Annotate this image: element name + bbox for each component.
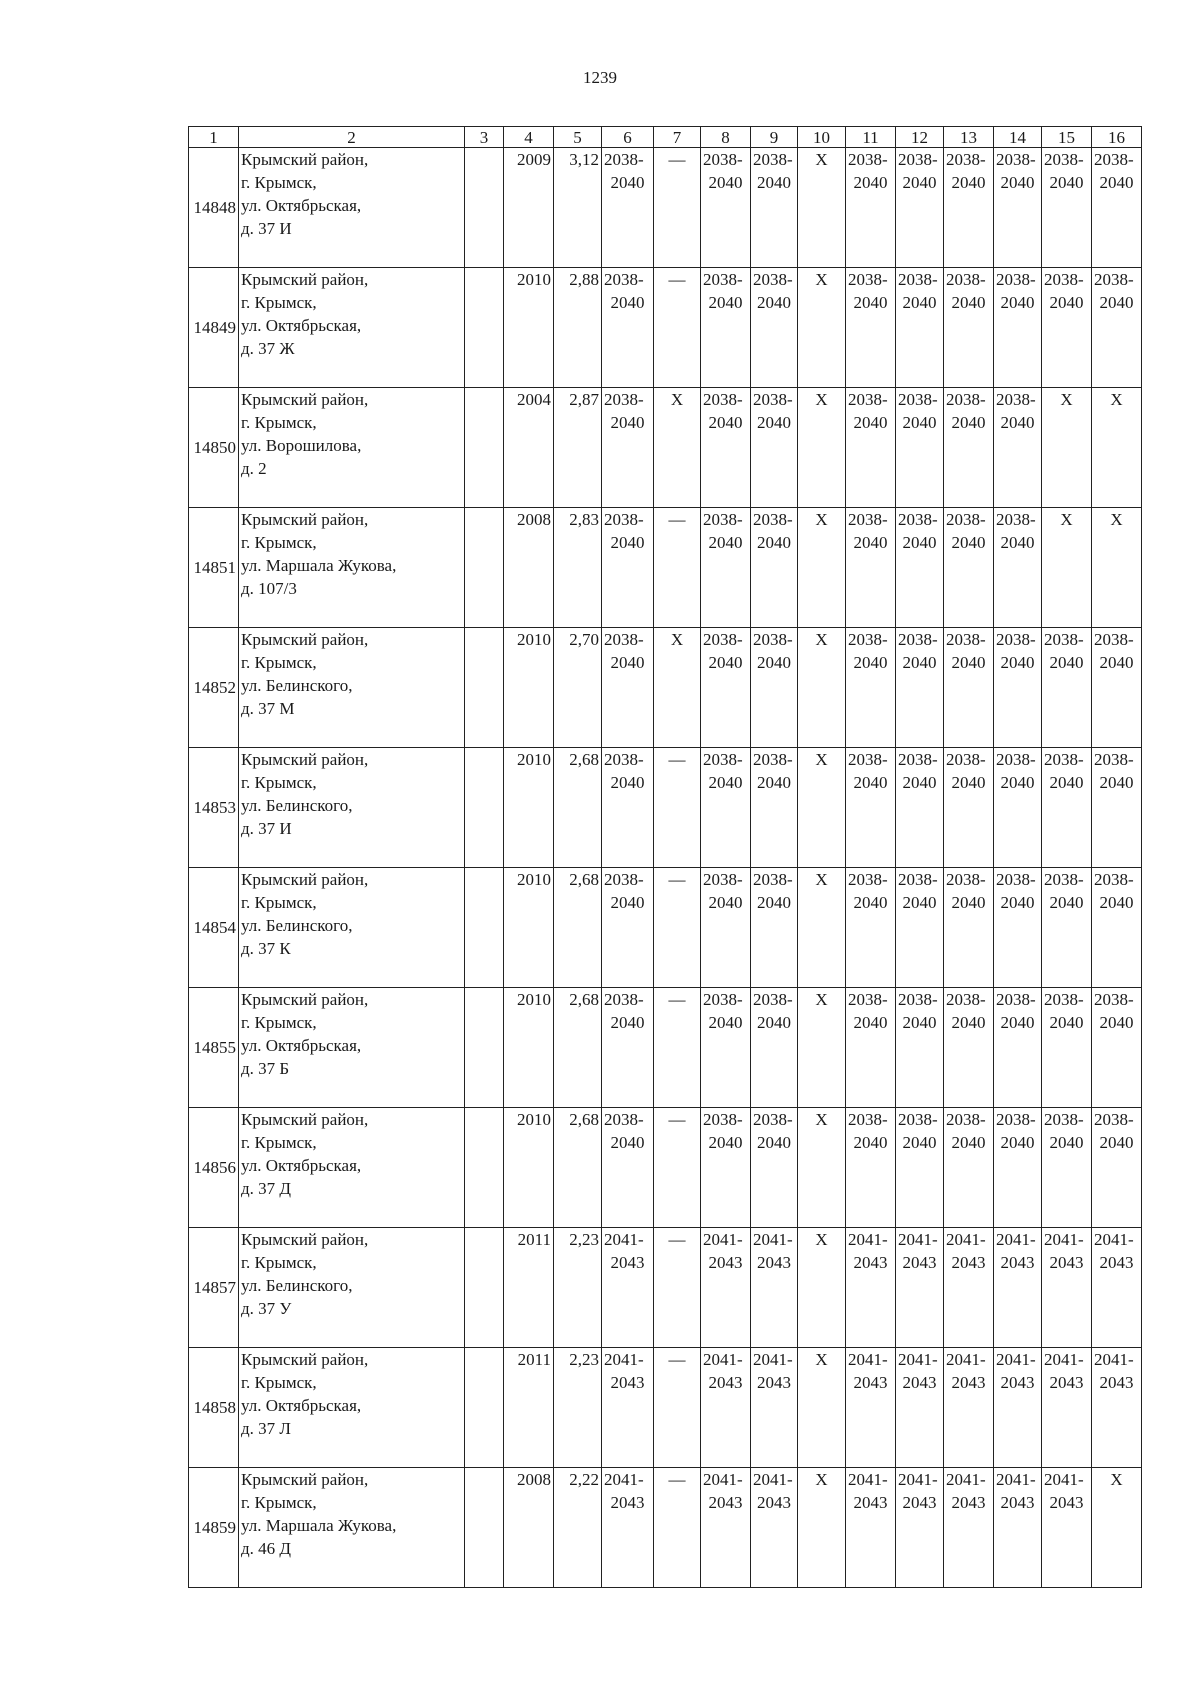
cell-col-14: 2038- 2040 bbox=[994, 868, 1042, 988]
cell-col-15: 2038- 2040 bbox=[1042, 868, 1092, 988]
cell-col-3 bbox=[465, 508, 504, 628]
value-cell: 2,68 bbox=[554, 748, 602, 868]
cell-col-13: 2041- 2043 bbox=[944, 1348, 994, 1468]
cell-col-12: 2038- 2040 bbox=[896, 148, 944, 268]
address-cell bbox=[239, 508, 465, 628]
address-line: г. Крымск, bbox=[241, 1133, 317, 1152]
cell-col-16: 2038- 2040 bbox=[1092, 988, 1142, 1108]
address-line: Крымский район, bbox=[241, 510, 369, 529]
address-line: Крымский район, bbox=[241, 390, 369, 409]
cell-col-16: Х bbox=[1092, 1468, 1142, 1588]
cell-col-13: 2041- 2043 bbox=[944, 1228, 994, 1348]
address-cell bbox=[239, 868, 465, 988]
cell-col-16: Х bbox=[1092, 508, 1142, 628]
cell-col-3 bbox=[465, 268, 504, 388]
cell-col-9: 2038- 2040 bbox=[751, 268, 798, 388]
cell-col-15: 2038- 2040 bbox=[1042, 988, 1092, 1108]
address-line: д. 37 Ж bbox=[241, 339, 295, 358]
address-line: д. 37 И bbox=[241, 819, 292, 838]
cell-col-10: Х bbox=[798, 508, 846, 628]
column-header-9: 9 bbox=[751, 127, 798, 148]
table-row bbox=[189, 628, 1142, 748]
address-line: г. Крымск, bbox=[241, 413, 317, 432]
cell-col-6: 2041- 2043 bbox=[602, 1468, 654, 1588]
cell-col-9: 2041- 2043 bbox=[751, 1468, 798, 1588]
cell-col-15: Х bbox=[1042, 508, 1092, 628]
cell-col-7: Х bbox=[654, 388, 701, 508]
cell-col-10: Х bbox=[798, 628, 846, 748]
cell-col-12: 2041- 2043 bbox=[896, 1348, 944, 1468]
value-cell: 2,83 bbox=[554, 508, 602, 628]
row-number: 14856 bbox=[189, 1108, 239, 1228]
value-cell: 2,88 bbox=[554, 268, 602, 388]
address-line: ул. Ворошилова, bbox=[241, 436, 362, 455]
cell-col-7: — bbox=[654, 1108, 701, 1228]
cell-col-15: 2038- 2040 bbox=[1042, 1108, 1092, 1228]
header-row bbox=[189, 127, 1142, 148]
column-header-2: 2 bbox=[239, 127, 465, 148]
column-header-16: 16 bbox=[1092, 127, 1142, 148]
cell-col-7: — bbox=[654, 268, 701, 388]
table-row bbox=[189, 1228, 1142, 1348]
cell-col-13: 2038- 2040 bbox=[944, 508, 994, 628]
cell-col-13: 2041- 2043 bbox=[944, 1468, 994, 1588]
table-row bbox=[189, 1348, 1142, 1468]
address-line: г. Крымск, bbox=[241, 893, 317, 912]
cell-col-9: 2041- 2043 bbox=[751, 1228, 798, 1348]
year-cell: 2010 bbox=[504, 268, 554, 388]
cell-col-15: 2038- 2040 bbox=[1042, 628, 1092, 748]
cell-col-3 bbox=[465, 988, 504, 1108]
value-cell: 2,23 bbox=[554, 1228, 602, 1348]
cell-col-10: Х bbox=[798, 868, 846, 988]
address-cell bbox=[239, 148, 465, 268]
address-line: д. 37 И bbox=[241, 219, 292, 238]
cell-col-3 bbox=[465, 1108, 504, 1228]
cell-col-7: — bbox=[654, 1468, 701, 1588]
address-line: д. 37 Б bbox=[241, 1059, 290, 1078]
cell-col-8: 2038- 2040 bbox=[701, 988, 751, 1108]
cell-col-11: 2038- 2040 bbox=[846, 268, 896, 388]
value-cell: 2,68 bbox=[554, 868, 602, 988]
row-number: 14857 bbox=[189, 1228, 239, 1348]
row-number: 14852 bbox=[189, 628, 239, 748]
cell-col-6: 2041- 2043 bbox=[602, 1228, 654, 1348]
cell-col-12: 2038- 2040 bbox=[896, 628, 944, 748]
cell-col-11: 2038- 2040 bbox=[846, 388, 896, 508]
cell-col-9: 2038- 2040 bbox=[751, 868, 798, 988]
cell-col-11: 2038- 2040 bbox=[846, 148, 896, 268]
column-header-12: 12 bbox=[896, 127, 944, 148]
cell-col-15: Х bbox=[1042, 388, 1092, 508]
address-line: Крымский район, bbox=[241, 870, 369, 889]
year-cell: 2011 bbox=[504, 1228, 554, 1348]
row-number: 14855 bbox=[189, 988, 239, 1108]
column-header-1: 1 bbox=[189, 127, 239, 148]
cell-col-8: 2038- 2040 bbox=[701, 868, 751, 988]
cell-col-15: 2041- 2043 bbox=[1042, 1228, 1092, 1348]
cell-col-13: 2038- 2040 bbox=[944, 628, 994, 748]
cell-col-6: 2041- 2043 bbox=[602, 1348, 654, 1468]
table-row bbox=[189, 868, 1142, 988]
cell-col-7: — bbox=[654, 1228, 701, 1348]
cell-col-9: 2038- 2040 bbox=[751, 148, 798, 268]
year-cell: 2008 bbox=[504, 508, 554, 628]
value-cell: 2,23 bbox=[554, 1348, 602, 1468]
cell-col-15: 2038- 2040 bbox=[1042, 748, 1092, 868]
cell-col-9: 2038- 2040 bbox=[751, 508, 798, 628]
address-line: г. Крымск, bbox=[241, 1373, 317, 1392]
cell-col-12: 2041- 2043 bbox=[896, 1468, 944, 1588]
value-cell: 2,70 bbox=[554, 628, 602, 748]
cell-col-14: 2041- 2043 bbox=[994, 1468, 1042, 1588]
cell-col-6: 2038- 2040 bbox=[602, 148, 654, 268]
row-number: 14859 bbox=[189, 1468, 239, 1588]
row-number: 14858 bbox=[189, 1348, 239, 1468]
table-row bbox=[189, 268, 1142, 388]
cell-col-8: 2041- 2043 bbox=[701, 1468, 751, 1588]
cell-col-3 bbox=[465, 1468, 504, 1588]
cell-col-14: 2038- 2040 bbox=[994, 628, 1042, 748]
year-cell: 2010 bbox=[504, 1108, 554, 1228]
cell-col-7: — bbox=[654, 868, 701, 988]
cell-col-12: 2038- 2040 bbox=[896, 508, 944, 628]
cell-col-10: Х bbox=[798, 1108, 846, 1228]
address-line: д. 37 У bbox=[241, 1299, 292, 1318]
cell-col-15: 2041- 2043 bbox=[1042, 1348, 1092, 1468]
address-line: д. 37 М bbox=[241, 699, 295, 718]
cell-col-9: 2038- 2040 bbox=[751, 988, 798, 1108]
address-cell bbox=[239, 1348, 465, 1468]
address-line: г. Крымск, bbox=[241, 653, 317, 672]
address-line: ул. Маршала Жукова, bbox=[241, 556, 397, 575]
address-line: Крымский район, bbox=[241, 1350, 369, 1369]
cell-col-6: 2038- 2040 bbox=[602, 868, 654, 988]
year-cell: 2010 bbox=[504, 988, 554, 1108]
cell-col-14: 2038- 2040 bbox=[994, 988, 1042, 1108]
cell-col-7: — bbox=[654, 1348, 701, 1468]
cell-col-14: 2038- 2040 bbox=[994, 148, 1042, 268]
cell-col-9: 2038- 2040 bbox=[751, 388, 798, 508]
cell-col-9: 2038- 2040 bbox=[751, 628, 798, 748]
cell-col-12: 2038- 2040 bbox=[896, 868, 944, 988]
cell-col-14: 2038- 2040 bbox=[994, 1108, 1042, 1228]
cell-col-13: 2038- 2040 bbox=[944, 748, 994, 868]
column-header-5: 5 bbox=[554, 127, 602, 148]
cell-col-8: 2041- 2043 bbox=[701, 1228, 751, 1348]
cell-col-6: 2038- 2040 bbox=[602, 988, 654, 1108]
cell-col-16: 2041- 2043 bbox=[1092, 1348, 1142, 1468]
cell-col-14: 2038- 2040 bbox=[994, 388, 1042, 508]
address-line: г. Крымск, bbox=[241, 533, 317, 552]
cell-col-8: 2038- 2040 bbox=[701, 628, 751, 748]
cell-col-3 bbox=[465, 148, 504, 268]
address-cell bbox=[239, 268, 465, 388]
cell-col-8: 2038- 2040 bbox=[701, 748, 751, 868]
value-cell: 2,68 bbox=[554, 988, 602, 1108]
cell-col-8: 2038- 2040 bbox=[701, 268, 751, 388]
cell-col-13: 2038- 2040 bbox=[944, 388, 994, 508]
row-number: 14853 bbox=[189, 748, 239, 868]
value-cell: 2,22 bbox=[554, 1468, 602, 1588]
cell-col-16: 2038- 2040 bbox=[1092, 748, 1142, 868]
address-line: д. 46 Д bbox=[241, 1539, 291, 1558]
cell-col-16: 2038- 2040 bbox=[1092, 1108, 1142, 1228]
cell-col-10: Х bbox=[798, 1228, 846, 1348]
cell-col-14: 2038- 2040 bbox=[994, 268, 1042, 388]
cell-col-10: Х bbox=[798, 148, 846, 268]
cell-col-13: 2038- 2040 bbox=[944, 868, 994, 988]
address-cell bbox=[239, 1228, 465, 1348]
table-row bbox=[189, 148, 1142, 268]
cell-col-13: 2038- 2040 bbox=[944, 268, 994, 388]
address-line: д. 37 Л bbox=[241, 1419, 291, 1438]
column-header-13: 13 bbox=[944, 127, 994, 148]
cell-col-10: Х bbox=[798, 988, 846, 1108]
address-line: д. 37 К bbox=[241, 939, 291, 958]
cell-col-12: 2038- 2040 bbox=[896, 1108, 944, 1228]
address-line: ул. Белинского, bbox=[241, 676, 353, 695]
cell-col-6: 2038- 2040 bbox=[602, 748, 654, 868]
cell-col-3 bbox=[465, 628, 504, 748]
cell-col-16: 2038- 2040 bbox=[1092, 148, 1142, 268]
cell-col-11: 2038- 2040 bbox=[846, 868, 896, 988]
cell-col-9: 2038- 2040 bbox=[751, 1108, 798, 1228]
cell-col-11: 2038- 2040 bbox=[846, 508, 896, 628]
cell-col-10: Х bbox=[798, 1468, 846, 1588]
address-line: г. Крымск, bbox=[241, 1493, 317, 1512]
address-line: д. 2 bbox=[241, 459, 267, 478]
table-row bbox=[189, 988, 1142, 1108]
table-row bbox=[189, 388, 1142, 508]
cell-col-7: — bbox=[654, 748, 701, 868]
year-cell: 2009 bbox=[504, 148, 554, 268]
column-header-10: 10 bbox=[798, 127, 846, 148]
cell-col-6: 2038- 2040 bbox=[602, 628, 654, 748]
cell-col-12: 2038- 2040 bbox=[896, 388, 944, 508]
value-cell: 2,87 bbox=[554, 388, 602, 508]
year-cell: 2004 bbox=[504, 388, 554, 508]
year-cell: 2010 bbox=[504, 628, 554, 748]
table-row bbox=[189, 1468, 1142, 1588]
register-table bbox=[188, 126, 1142, 1588]
cell-col-10: Х bbox=[798, 388, 846, 508]
address-cell bbox=[239, 1108, 465, 1228]
cell-col-11: 2041- 2043 bbox=[846, 1228, 896, 1348]
column-header-14: 14 bbox=[994, 127, 1042, 148]
address-cell bbox=[239, 988, 465, 1108]
cell-col-10: Х bbox=[798, 1348, 846, 1468]
cell-col-11: 2038- 2040 bbox=[846, 1108, 896, 1228]
address-line: Крымский район, bbox=[241, 150, 369, 169]
cell-col-14: 2041- 2043 bbox=[994, 1348, 1042, 1468]
cell-col-6: 2038- 2040 bbox=[602, 388, 654, 508]
address-line: ул. Октябрьская, bbox=[241, 1396, 362, 1415]
cell-col-14: 2038- 2040 bbox=[994, 508, 1042, 628]
address-line: ул. Белинского, bbox=[241, 1276, 353, 1295]
cell-col-7: — bbox=[654, 148, 701, 268]
column-header-8: 8 bbox=[701, 127, 751, 148]
column-header-4: 4 bbox=[504, 127, 554, 148]
cell-col-7: Х bbox=[654, 628, 701, 748]
address-line: Крымский район, bbox=[241, 1110, 369, 1129]
cell-col-16: 2038- 2040 bbox=[1092, 868, 1142, 988]
table-body bbox=[189, 127, 1142, 1588]
cell-col-13: 2038- 2040 bbox=[944, 1108, 994, 1228]
address-cell bbox=[239, 388, 465, 508]
cell-col-6: 2038- 2040 bbox=[602, 1108, 654, 1228]
address-line: д. 107/3 bbox=[241, 579, 297, 598]
cell-col-11: 2038- 2040 bbox=[846, 628, 896, 748]
column-header-6: 6 bbox=[602, 127, 654, 148]
address-line: г. Крымск, bbox=[241, 173, 317, 192]
cell-col-10: Х bbox=[798, 268, 846, 388]
cell-col-10: Х bbox=[798, 748, 846, 868]
address-line: Крымский район, bbox=[241, 270, 369, 289]
year-cell: 2008 bbox=[504, 1468, 554, 1588]
cell-col-11: 2038- 2040 bbox=[846, 748, 896, 868]
cell-col-7: — bbox=[654, 988, 701, 1108]
address-line: ул. Октябрьская, bbox=[241, 1156, 362, 1175]
address-line: Крымский район, bbox=[241, 630, 369, 649]
cell-col-16: 2038- 2040 bbox=[1092, 628, 1142, 748]
cell-col-12: 2038- 2040 bbox=[896, 988, 944, 1108]
row-number: 14854 bbox=[189, 868, 239, 988]
column-header-15: 15 bbox=[1042, 127, 1092, 148]
cell-col-13: 2038- 2040 bbox=[944, 988, 994, 1108]
year-cell: 2011 bbox=[504, 1348, 554, 1468]
table-row bbox=[189, 1108, 1142, 1228]
cell-col-8: 2038- 2040 bbox=[701, 1108, 751, 1228]
cell-col-16: 2038- 2040 bbox=[1092, 268, 1142, 388]
cell-col-15: 2041- 2043 bbox=[1042, 1468, 1092, 1588]
address-line: Крымский район, bbox=[241, 990, 369, 1009]
cell-col-11: 2041- 2043 bbox=[846, 1348, 896, 1468]
cell-col-12: 2038- 2040 bbox=[896, 268, 944, 388]
address-cell bbox=[239, 628, 465, 748]
cell-col-13: 2038- 2040 bbox=[944, 148, 994, 268]
row-number: 14850 bbox=[189, 388, 239, 508]
cell-col-11: 2038- 2040 bbox=[846, 988, 896, 1108]
cell-col-8: 2038- 2040 bbox=[701, 148, 751, 268]
cell-col-16: Х bbox=[1092, 388, 1142, 508]
year-cell: 2010 bbox=[504, 868, 554, 988]
address-line: ул. Октябрьская, bbox=[241, 316, 362, 335]
value-cell: 3,12 bbox=[554, 148, 602, 268]
row-number: 14849 bbox=[189, 268, 239, 388]
year-cell: 2010 bbox=[504, 748, 554, 868]
cell-col-8: 2038- 2040 bbox=[701, 508, 751, 628]
table-row bbox=[189, 508, 1142, 628]
cell-col-9: 2038- 2040 bbox=[751, 748, 798, 868]
address-line: г. Крымск, bbox=[241, 773, 317, 792]
address-line: ул. Октябрьская, bbox=[241, 196, 362, 215]
cell-col-9: 2041- 2043 bbox=[751, 1348, 798, 1468]
address-line: ул. Маршала Жукова, bbox=[241, 1516, 397, 1535]
address-line: ул. Белинского, bbox=[241, 916, 353, 935]
column-header-3: 3 bbox=[465, 127, 504, 148]
cell-col-6: 2038- 2040 bbox=[602, 508, 654, 628]
address-cell bbox=[239, 1468, 465, 1588]
cell-col-11: 2041- 2043 bbox=[846, 1468, 896, 1588]
cell-col-14: 2038- 2040 bbox=[994, 748, 1042, 868]
cell-col-3 bbox=[465, 388, 504, 508]
address-line: Крымский район, bbox=[241, 750, 369, 769]
cell-col-3 bbox=[465, 1228, 504, 1348]
cell-col-16: 2041- 2043 bbox=[1092, 1228, 1142, 1348]
address-line: г. Крымск, bbox=[241, 1013, 317, 1032]
cell-col-15: 2038- 2040 bbox=[1042, 148, 1092, 268]
cell-col-3 bbox=[465, 868, 504, 988]
row-number: 14848 bbox=[189, 148, 239, 268]
address-line: ул. Белинского, bbox=[241, 796, 353, 815]
page-number: 1239 bbox=[583, 68, 617, 87]
cell-col-8: 2041- 2043 bbox=[701, 1348, 751, 1468]
cell-col-6: 2038- 2040 bbox=[602, 268, 654, 388]
cell-col-12: 2038- 2040 bbox=[896, 748, 944, 868]
address-cell bbox=[239, 748, 465, 868]
cell-col-14: 2041- 2043 bbox=[994, 1228, 1042, 1348]
cell-col-7: — bbox=[654, 508, 701, 628]
table-row bbox=[189, 748, 1142, 868]
address-line: Крымский район, bbox=[241, 1470, 369, 1489]
address-line: д. 37 Д bbox=[241, 1179, 291, 1198]
address-line: ул. Октябрьская, bbox=[241, 1036, 362, 1055]
column-header-7: 7 bbox=[654, 127, 701, 148]
cell-col-12: 2041- 2043 bbox=[896, 1228, 944, 1348]
column-header-11: 11 bbox=[846, 127, 896, 148]
cell-col-8: 2038- 2040 bbox=[701, 388, 751, 508]
value-cell: 2,68 bbox=[554, 1108, 602, 1228]
cell-col-15: 2038- 2040 bbox=[1042, 268, 1092, 388]
cell-col-3 bbox=[465, 1348, 504, 1468]
row-number: 14851 bbox=[189, 508, 239, 628]
cell-col-3 bbox=[465, 748, 504, 868]
address-line: Крымский район, bbox=[241, 1230, 369, 1249]
address-line: г. Крымск, bbox=[241, 293, 317, 312]
address-line: г. Крымск, bbox=[241, 1253, 317, 1272]
